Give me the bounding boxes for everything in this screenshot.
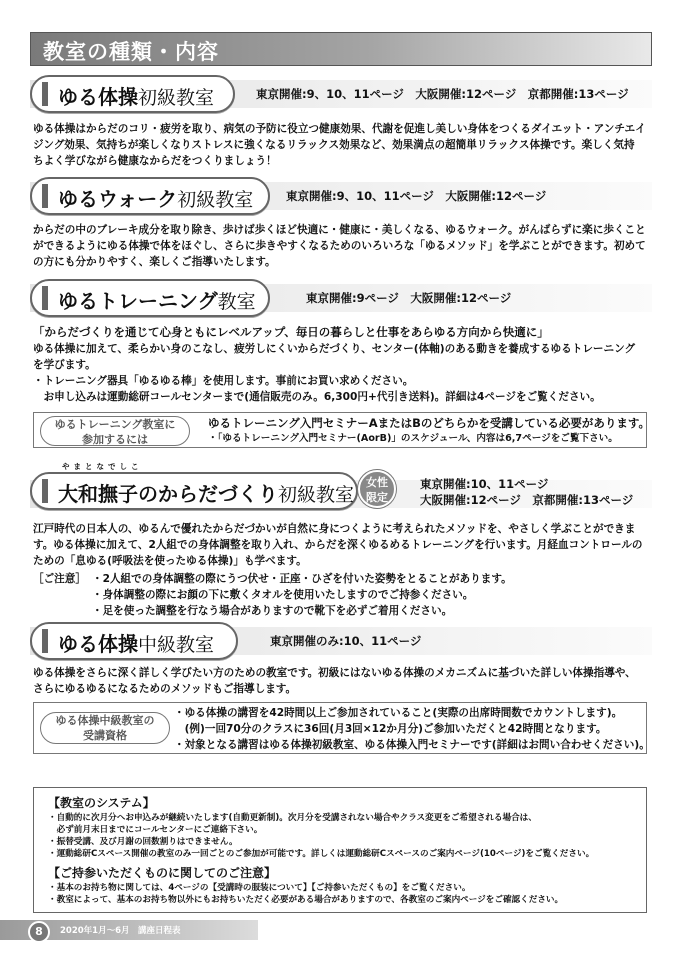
section-body <box>33 121 648 169</box>
title-bar-mark <box>42 82 48 106</box>
system-line: ・自動的に次月分へお申込みが継続いたします(自動更新制)。次月分を受講されない場合やクラス変更をご希望される場合は、 <box>48 813 537 823</box>
section-title-pill <box>30 75 235 113</box>
body-line: ゆる体操はからだのコリ・疲労を取り、病気の予防に役立つ健康効果、代謝を促進し美しい身体をつくるダイエット・アンチエイ <box>33 123 646 135</box>
system-info-box <box>33 787 647 913</box>
requirement-line: ゆるトレーニング入門セミナーAまたはBのどちらかを受講している必要があります。 <box>208 416 651 430</box>
section-title-pill <box>30 177 270 215</box>
belongings-line: ・教室によって、基本のお持ち物以外にもお持ちいただく必要がある場合がありますので、各教室のご案内ページをご確認ください。 <box>48 895 564 905</box>
section-locations: 東京開催:9ページ 大阪開催:12ページ <box>306 291 512 305</box>
caution-line: ・身体調整の際にお顔の下に敷くタオルを使用いたしますのでご持参ください。 <box>92 589 474 601</box>
belongings-line: ・基本のお持ち物に関しては、4ページの【受講時の服装について】【ご持参いただくもの】をご覧ください。 <box>48 883 471 893</box>
title-bar-mark <box>42 479 48 503</box>
body-line: す。ゆる体操に加えて、2人組での身体調整を取り入れ、からだを深くゆるめるトレーニングを行います。月経血コントロールの <box>33 539 643 551</box>
requirement-label <box>40 712 170 744</box>
body-line: お申し込みは運動総研コールセンターまで(通信販売のみ。6,300円+代引き送料)。詳細は4ページをご覧ください。 <box>33 391 601 403</box>
page-title: 教室の種類・内容 <box>43 40 219 64</box>
caution-label: ［ご注意］ <box>33 573 86 585</box>
system-line: ・運動総研Cスペース開催の教室のみ一回ごとのご参加が可能です。詳しくは運動総研Cスペースのご案内ページ(10ページ)をご覧ください。 <box>48 849 595 859</box>
section-locations: 東京開催:9、10、11ページ 大阪開催:12ページ <box>286 189 547 203</box>
title-ruby: やまとなでしこ <box>62 462 143 471</box>
body-line: を学びます。 <box>33 359 96 371</box>
body-line: さらにゆるゆるになるためのメソッドもご指導します。 <box>33 683 297 695</box>
body-line: ・トレーニング器具「ゆるゆる棒」を使用します。事前にお買い求めください。 <box>33 375 414 387</box>
page-title-banner <box>30 32 652 66</box>
body-line: ができるようにゆる体操で体をほぐし、さらに歩きやすくなるためのいろいろな「ゆるメソッド」を学ぶことができます。初めて <box>33 240 646 252</box>
requirement-line: ・「ゆるトレーニング入門セミナー(AorB)」のスケジュール、内容は6,7ページをご覧下さい。 <box>208 433 618 444</box>
system-line: ・振替受講、及び月謝の回数割りはできません。 <box>48 837 238 847</box>
caution-line: ・足を使った調整を行なう場合がありますので靴下を必ずご着用ください。 <box>92 605 453 617</box>
section-title-pill <box>30 472 358 510</box>
requirement-label-line: ゆる体操中級教室の <box>55 714 155 727</box>
body-line: の方にも分かりやすく、楽しくご指導いたします。 <box>33 256 276 268</box>
badge-line: 女性 <box>366 476 388 489</box>
system-line: 必ず前月末日までにコールセンターにご連絡下さい。 <box>48 825 263 835</box>
requirement-label-line: 参加するには <box>82 433 148 446</box>
title-bar-mark <box>42 184 48 208</box>
section-body <box>33 222 648 270</box>
requirement-label-line: ゆるトレーニング教室に <box>54 418 176 431</box>
title-bar-mark <box>42 629 48 653</box>
section-body <box>33 521 648 569</box>
body-line: ジング効果、気持ちが楽しくなりストレスに強くなるリラックス効果など、効果満点の超簡単リラックス体操です。楽しく気持 <box>33 139 635 151</box>
body-line: ための「息ゆる(呼吸法を使ったゆる体操)」も学べます。 <box>33 555 307 567</box>
section-title: ゆるウォーク初級教室 <box>58 187 254 211</box>
section-locations: 東京開催のみ:10、11ページ <box>270 634 422 648</box>
body-line: ゆる体操をさらに深く詳しく学びたい方のための教室です。初級にはないゆる体操のメカニズムに基づいた詳しい体操指導や、 <box>33 667 636 679</box>
requirement-line: ・対象となる講習はゆる体操初級教室、ゆる体操入門セミナーです(詳細はお問い合わせください)。 <box>174 739 650 751</box>
section-title: ゆる体操中級教室 <box>58 632 215 656</box>
body-line: 江戸時代の日本人の、ゆるんで優れたからだづかいが自然に身につくように考えられたメソッドを、やさしく学ぶことができま <box>33 523 636 535</box>
section-locations: 東京開催:9、10、11ページ 大阪開催:12ページ 京都開催:13ページ <box>256 87 629 101</box>
requirement-line: ・ゆる体操の講習を42時間以上ご参加されていること(実際の出席時間数でカウントします)。 <box>174 707 623 719</box>
section-title: ゆるトレーニング教室 <box>58 289 256 313</box>
body-line: ちよく学びながら健康なからだをつくりましょう！ <box>33 155 277 167</box>
section-lead: 「からだづくりを通じて心身ともにレベルアップ、毎日の暮らしと仕事をあらゆる方向から快適に」 <box>33 325 549 339</box>
system-title: 【教室のシステム】 <box>48 796 155 810</box>
section-locations: 東京開催:10、11ページ <box>420 477 549 491</box>
section-body <box>33 665 648 697</box>
footer-text: 2020年1月〜6月 講座日程表 <box>60 926 181 936</box>
body-line: ゆる体操に加えて、柔らかい身のこなし、疲労しにくいからだづくり、センター(体軸)のある動きを養成するゆるトレーニング <box>33 343 636 355</box>
requirement-label-line: 受講資格 <box>83 729 127 742</box>
section-body <box>33 341 648 405</box>
caution-line: ・2人組での身体調整の際にうつ伏せ・正座・ひざを付いた姿勢をとることがあります。 <box>92 573 512 585</box>
section-locations: 大阪開催:12ページ 京都開催:13ページ <box>420 493 634 507</box>
badge-line: 限定 <box>366 491 388 504</box>
women-only-badge <box>358 470 396 508</box>
section-title-pill <box>30 622 238 660</box>
belongings-title: 【ご持参いただくものに関してのご注意】 <box>48 866 277 880</box>
section-title: 大和撫子のからだづくり初級教室 <box>58 482 355 506</box>
page-number: 8 <box>28 921 50 943</box>
section-title-pill <box>30 279 270 317</box>
section-title: ゆる体操初級教室 <box>58 85 215 109</box>
requirement-label <box>40 416 190 446</box>
body-line: からだの中のブレーキ成分を取り除き、歩けば歩くほど快適に・健康に・美しくなる、ゆるウォーク。がんばらずに楽に歩くこと <box>33 224 646 236</box>
requirement-line: (例)一回70分のクラスに36回(月3回×12か月分)ご参加いただくと42時間となります。 <box>174 723 607 735</box>
title-bar-mark <box>42 286 48 310</box>
